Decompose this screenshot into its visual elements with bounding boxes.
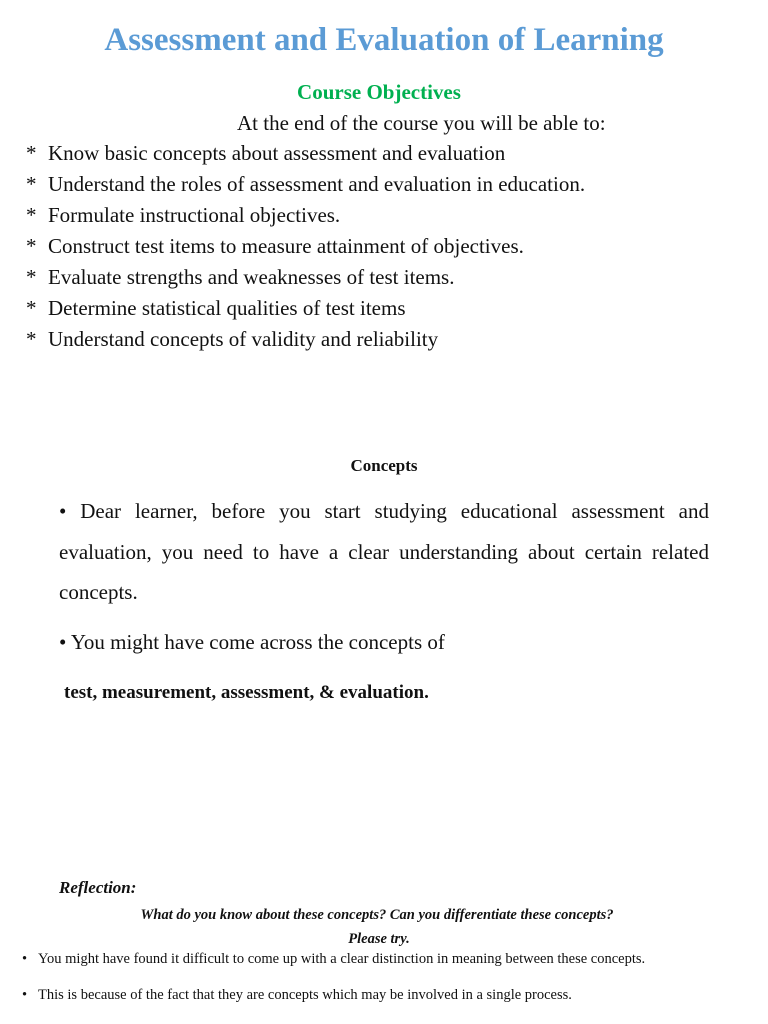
objective-item	[0, 293, 768, 324]
objectives-list	[0, 138, 768, 355]
document-title: Assessment and Evaluation of Learning	[104, 22, 664, 58]
bullet-star-icon: *	[26, 296, 37, 320]
objective-text: Understand concepts of validity and reliability	[48, 327, 439, 351]
bullet-star-icon: *	[26, 203, 37, 227]
objective-item	[0, 169, 768, 200]
concepts-paragraph-intro: • Dear learner, before you start studying educational assessment and evaluation, you need to have a clear understanding about certain related concepts.	[59, 499, 709, 604]
objective-text: Know basic concepts about assessment and evaluation	[48, 141, 506, 165]
reflection-note	[0, 952, 768, 988]
bullet-star-icon: *	[26, 141, 37, 165]
objective-item	[0, 231, 768, 262]
bullet-star-icon: *	[26, 234, 37, 258]
bullet-star-icon: *	[26, 327, 37, 351]
concepts-paragraph-lead: • You might have come across the concepts of	[59, 630, 445, 654]
bullet-dot-icon: •	[22, 951, 28, 967]
reflection-note-text: This is because of the fact that they are concepts which may be involved in a single process.	[38, 987, 572, 1003]
objective-item	[0, 262, 768, 293]
objective-item	[0, 200, 768, 231]
objective-text: Construct test items to measure attainment of objectives.	[48, 234, 524, 258]
concepts-heading: Concepts	[350, 456, 418, 475]
objective-text: Determine statistical qualities of test items	[48, 296, 406, 320]
bullet-star-icon: *	[26, 172, 37, 196]
reflection-notes-list	[0, 952, 768, 1008]
bullet-dot-icon: •	[22, 987, 28, 1003]
bullet-star-icon: *	[26, 265, 37, 289]
concepts-terms: test, measurement, assessment, & evaluation.	[64, 682, 429, 703]
course-objectives-heading: Course Objectives	[297, 80, 461, 104]
objective-text: Understand the roles of assessment and evaluation in education.	[48, 172, 586, 196]
reflection-prompt: Please try.	[348, 931, 410, 947]
reflection-note-text: You might have found it difficult to come up with a clear distinction in meaning between these concepts.	[38, 951, 646, 967]
objective-text: Evaluate strengths and weaknesses of test items.	[48, 265, 455, 289]
objective-item	[0, 324, 768, 355]
reflection-note	[0, 988, 768, 1008]
reflection-question: What do you know about these concepts? Can you differentiate these concepts?	[140, 907, 614, 923]
reflection-label: Reflection:	[59, 878, 137, 897]
objectives-intro: At the end of the course you will be able to:	[237, 111, 606, 135]
objective-item	[0, 138, 768, 169]
objective-text: Formulate instructional objectives.	[48, 203, 341, 227]
